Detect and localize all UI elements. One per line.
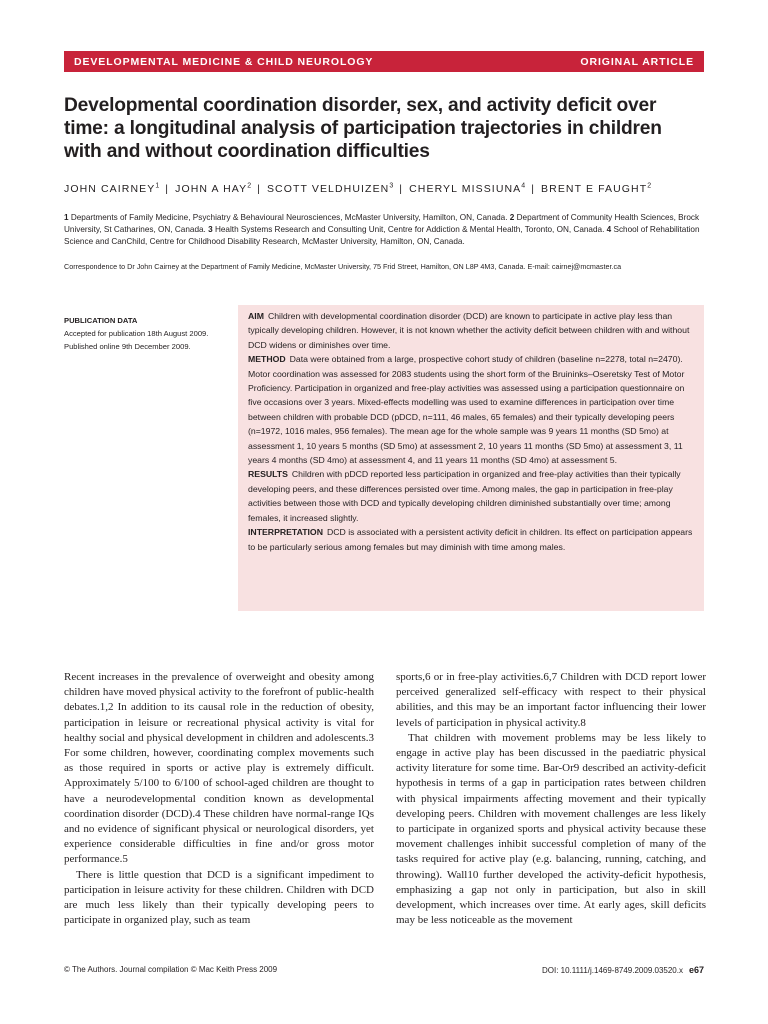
publication-heading: PUBLICATION DATA <box>64 316 138 325</box>
body-paragraph: sports,6 or in free-play activities.6,7 Children with DCD report lower perceived generalized self-efficacy with respect to their physical abilities, and this may be an important factor influencing their lower levels of participation in physical activity.8 <box>396 671 706 729</box>
author: JOHN CAIRNEY$^1$ <box>64 182 160 195</box>
body-column-right <box>396 670 706 928</box>
journal-name: DEVELOPMENTAL MEDICINE & CHILD NEUROLOGY <box>74 55 374 68</box>
abstract-method: METHOD Data were obtained from a large, prospective cohort study of children (baseline n=2278, total n=2470). Motor coordination was assessed for 2083 students using the short form of the Bruininks–Oseretsky Test of Motor Proficiency. Participation in organized and free-play activities was assessed using a participation questionnaire on five occasions over 3 years. Mixed-effects modelling was used to examine differences in participation over time between children with probable DCD (pDCD, n=111, 46 males, 65 females) and their typically developing peers (n=1972, 1016 males, 956 females). The mean age for the whole sample was 9 years 11 months (SD 5mo) at assessment 1, 10 years 5 months (SD 5mo) at assessment 2, 10 years 11 months (SD 5mo) at assessment 3, 11 years 4 months (SD 4mo) at assessment 4, and 11 years 11 months (SD 4mo) at assessment 5. <box>248 354 685 466</box>
author-list <box>64 182 704 195</box>
journal-header-bar <box>64 51 704 72</box>
author: CHERYL MISSIUNA$^4$ <box>409 182 526 195</box>
accepted-date: Accepted for publication 18th August 2009. <box>64 329 209 338</box>
article-title: Developmental coordination disorder, sex, and activity deficit over time: a longitudinal analysis of participation trajectories in children with and without coordination difficulties <box>64 95 662 162</box>
abstract-results: RESULTS Children with pDCD reported less participation in organized and free-play activities than their typically developing peers, and these differences persisted over time. Among males, the gap in participation in free-play activities between those with DCD and typically developing children diminished substantially over time; among females, it increased slightly. <box>248 469 681 523</box>
affiliations: 1 Departments of Family Medicine, Psychiatry & Behavioural Neurosciences, McMaster University, Hamilton, ON, Canada. 2 Department of Community Health Sciences, Brock University, St Catharines, ON, Canada. 3 Health Systems Research and Consulting Unit, Centre for Addiction & Mental Health, Toronto, ON, Canada. 4 School of Rehabilitation Science and CanChild, Centre for Childhood Disability Research, McMaster University, Hamilton, ON, Canada. <box>64 213 700 247</box>
article-type: ORIGINAL ARTICLE <box>580 55 694 68</box>
doi-link[interactable]: DOI: 10.1111/j.1469-8749.2009.03520.x <box>541 966 683 975</box>
body-paragraph: That children with movement problems may be less likely to engage in active play has been discussed in the paediatric physical activity literature for some time. Bar-Or9 described an activity-deficit hypothesis in terms of a gap in participation rates between children with physical impairments affecting movement and their typically developing peers. Children with movement challenges are less likely to participate in organized sports and physical activity because these movement challenges inhibit successful completion of many of the tasks required for active play (e.g. balancing, running, catching, and throwing). Wall10 further developed the activity-deficit hypothesis, emphasizing a gap not only in participation, but also in skill development, which increases over time. At early ages, skill deficits may be less noticeable as the movement <box>396 731 706 927</box>
author: SCOTT VELDHUIZEN$^3$ <box>266 182 394 195</box>
separator: | <box>531 182 536 195</box>
published-date: Published online 9th December 2009. <box>64 342 191 351</box>
doi-footer <box>542 965 704 975</box>
abstract-box <box>238 305 704 611</box>
page-number: e67 <box>688 965 704 975</box>
abstract-aim: AIM Children with developmental coordination disorder (DCD) are known to participate in active play less than typically developing children. However, it is not known whether the activity deficit between children with and without DCD widens or diminishes over time. <box>248 311 690 350</box>
abstract-interpretation: INTERPRETATION DCD is associated with a persistent activity deficit in children. Its effect on participation appears to be particularly serious among females but may diminish with time among males. <box>248 527 693 552</box>
body-column-left <box>64 670 374 928</box>
separator: | <box>257 182 261 195</box>
author: BRENT E FAUGHT$^2$ <box>541 182 652 195</box>
copyright-footer: © The Authors. Journal compilation © Mac Keith Press 2009 <box>64 965 278 974</box>
body-paragraph: There is little question that DCD is a significant impediment to participation in leisure activity for these children. Children with DCD are much less likely than their typically developing peers to participate in organized play, such as team <box>64 868 374 927</box>
publication-data <box>64 314 234 353</box>
correspondence: Correspondence to Dr John Cairney at the Department of Family Medicine, McMaster University, 75 Frid Street, Hamilton, ON L8P 4M3, Canada. E-mail: cairnej@mcmaster.ca <box>64 262 622 271</box>
body-paragraph: Recent increases in the prevalence of overweight and obesity among children have moved physical activity to the forefront of public-health debates.1,2 In addition to its causal role in the reduction of obesity, participation in leisure or recreational physical activity is vital for healthy social and physical development in children and adolescents.3 For some children, however, coordinating complex movements such as those required in sports or active play is extremely difficult. Approximately 5/100 to 6/100 of school-aged children are thought to have a neurodevelopmental condition known as developmental coordination disorder (DCD).4 These children have normal-range IQs and no evidence of significant physical or neurological disorders, yet experience considerable difficulties in fine and/or gross motor performance.5 <box>64 671 374 866</box>
separator: | <box>165 182 170 195</box>
author: JOHN A HAY$^2$ <box>175 182 252 195</box>
separator: | <box>399 182 404 195</box>
